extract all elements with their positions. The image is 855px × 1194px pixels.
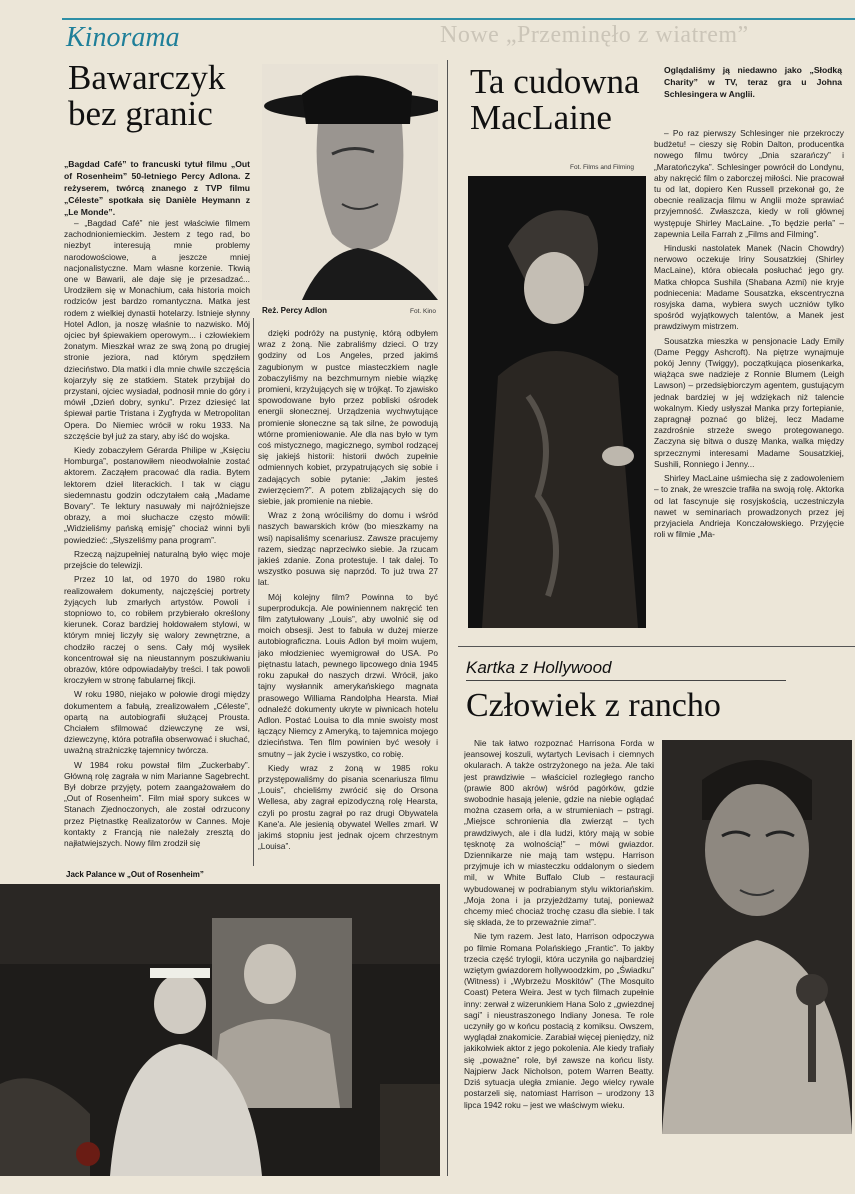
harrison-ford-photo [662, 740, 852, 1134]
paragraph: Nie tym razem. Jest lato, Harrison odpoczywa po filmie Romana Polańskiego „Frantic”. To jakby trzecia część trylogii, która uczyniła go najbardziej wziętym gwiazdorem hollywoodzkim, po „Świadku” (Witness) i „Wybrzeżu Moskitów” (The Mosquito Coast) Petera Weira. Jest w tych filmach zupełnie inny: zerwał z wizerunkiem Hana Solo z „gwiezdnej sagi” i nieustraszonego Indiany Jonesa. Te role uczyniły go w końcu postacią z komiksu. Owszem, wyglądał znakomicie. Zarabiał więcej pieniędzy, niż jakikolwiek aktor z jego pokolenia. Ale kiedy trafiały się „poważne” role, był zawsze na końcu listy. Najpierw Jack Nicholson, potem Warren Beatty. Dziś sytuacja uległa zmianie. Jego wielcy rywale postarzeli się, natomiast Harrison – urodzony 13 lipca 1942 roku – jest we właściwym wieku. [464, 931, 654, 1110]
article2-lede: Oglądaliśmy ją niedawno jako „Słodką Charity” w TV, teraz gra u Johna Schlesingera w Anglii. [664, 65, 842, 99]
paragraph: Sousatzka mieszka w pensjonacie Lady Emily (Dame Peggy Ashcroft). Na piętrze wynajmuje pokój Jenny (Twiggy), początkująca piosenkarka, wiążąca swe nadzieje z Ronnie Blumem (Leigh Lawson) – przedsiębiorczym agentem, gustującym jednak bardziej w jej wdziękach niż talencie wokalnym. Kiedy usłyszał Manka przy fortepianie, zapragnął poznać go bliżej, lecz Madame zazdrośnie strzeże swego protegowanego. Zaczyna się bitwa o duszę Manka, walka między sprzecznymi interesami Madame Sousatzkiej, Sushili, Ronniego i Jenny... [654, 335, 844, 469]
headline-line: bez granic [68, 94, 213, 133]
headline-line: Bawarczyk [68, 58, 226, 97]
article2-column [654, 128, 844, 640]
kicker-underline [466, 680, 786, 681]
paragraph: – „Bagdad Café” nie jest właściwie filmem zachodnioniemieckim. Jestem z tego rad, bo niezbyt interesują mnie problemy narodowościowe, a jeszcze mniej nacjonalistyczne. Mam własne korzenie. Tkwią one w Bawarii, ale daje się je przesadzać... Urodziłem się w Monachium, cała historia moich rodziców jest bardzo romantyczna. Matka jest rodem z wielkiej dynastii hotelarzy. Istnieje słynny Hotel Adlon, ja noszę właśnie to nazwisko. Mój ojciec był śpiewakiem operowym... i człowiekiem żonatym. Mieszkał wraz ze swą żoną po drugiej stronie jeziora, nad którym spędziłem dzieciństwo. Dla matki i dla mnie chwile szczęścia kojarzyły się ze statkiem. Statek przybijał do przystani, ojciec wysiadał, podnosił mnie do góry i mówił „Dzień dobry, synku”. Przez dziesięć lat śpiewał partie Tristana i Zygfryda w Metropolitan Opera. Do Niemiec wrócił w roku 1933. Na szczęście był już za stary, aby iść do wojska. [64, 218, 250, 441]
adlon-credit: Fot. Kino [410, 308, 437, 315]
section-divider [458, 646, 855, 647]
article1-column-2 [258, 328, 438, 860]
paragraph: Wraz z żoną wróciliśmy do domu i wśród naszych bawarskich krów (bo mieszkamy na wsi) napisaliśmy scenariusz. Zawsze pracujemy razem, siedząc naprzeciwko siebie. Ja rzucam jakieś zdanie. Zona protestuje. I tak dalej. To wszystko posuwa się naprzód. To już trwa 27 lat. [258, 510, 438, 588]
article3-column [464, 738, 654, 1130]
section-title: Kinorama [66, 22, 180, 53]
paragraph: Kiedy zobaczyłem Gérarda Philipe w „Księciu Homburga”, postanowiłem nieodwołalnie zostać aktorem. Zacząłem pracować dla radia. Bytem lektorem dzieł literackich. I tak w ciągu siedemnastu godzin odczytałem całą „Madame Bovary”. Te lektury nasuwały mi najróżniejsze obrazy, a moi słuchacze często mówili: „Widzieliśmy pańską emisję” chociaż winni byli powiedzieć: „Słyszeliśmy pana program”. [64, 445, 250, 545]
headline-line: Ta cudowna [470, 62, 640, 101]
paragraph: W roku 1980, niejako w połowie drogi między dokumentem a fabułą, zrealizowałem „Céleste”, opartą na autobiografii służącej Prousta. Chciałem sfilmować dziewczynę ze wsi, dziewczynę, która potrafiła obserwować i słuchać, uważną strażniczkę tajemnicy twórcza. [64, 689, 250, 756]
headline-line: MacLaine [470, 98, 612, 137]
jack-palance-still [0, 884, 440, 1176]
paragraph: Przez 10 lat, od 1970 do 1980 roku realizowałem dokumenty, najczęściej portrety żyjących lub zmarłych artystów. Powoli i stopniowo to, co robiłem przybierało określony kierunek. Coraz bardziej hołdowałem stylowi, w którym mniej liczyły się walory zewnętrzne, a chodziło raczej o sens. Cały mój wysiłek koncentrował się na nieustannym poszukiwaniu obrazów, które odpowiadałyby treści. I tak powoli kroczyłem w stronę fabularnej fikcji. [64, 574, 250, 686]
paragraph: – Po raz pierwszy Schlesinger nie przekroczy budżetu! – cieszy się Robin Dalton, producentka nowego filmu twórcy „Dnia szarańczy” i „Maratończyka”. Schlesinger powrócił do Londynu, aby nakręcić film o zaborczej miłości. Nie pracował tu od lat, dopiero Ken Russell przekonał go, że obecnie realizacja filmu w Anglii może sprawiać przyjemność. Zwłaszcza, kiedy w roli głównej występuje Shirley MacLaine. „To będzie perła” – zapewnia Leila Farrah z „Films and Filming”. [654, 128, 844, 239]
article1-column-1 [64, 218, 250, 860]
maclaine-credit: Fot. Films and Filming [570, 164, 634, 171]
article2-headline [470, 64, 640, 136]
paragraph: Kiedy wraz z żoną w 1985 roku przystępowaliśmy do pisania scenariusza filmu „Louis”, chcieliśmy zwrócić się do Orsona Wellesa, aby zagrał epizodyczną rolę Hearsta, czyli po prostu zagrał po raz drugi Obywatela Kane'a. Ale jesienią obywatel Welles zmarł. W jakimś stopniu jest jednak ojcem chrzestnym „Louisa”. [258, 762, 438, 852]
palance-caption: Jack Palance w „Out of Rosenheim” [66, 870, 204, 879]
column-divider [447, 60, 448, 1176]
paragraph: Nie tak łatwo rozpoznać Harrisona Forda w jeansowej koszuli, wytartych Levisach i ciemnych okularach. A także ostrzyżonego na jeża. Ale taki jest prawdziwie – właściciel rozległego rancho (prawie 800 akrów) wśród pagórków, gdzie swobodnie hasają jelenie, gdzie na niebie oglądać można czasem orła, a w strumieniach – pstrągi. „Miejsce schronienia dla zwierząt – tych prawdziwych, ale i dla ludzi, który mają w sobie tęsknotę za wolnością!” – mówi gwiazdor. Dziennikarze nie mają tam wstępu. Harrison przyjmuje ich w miasteczku oddalonym o siedem mil, w White Buffalo Club – restauracji wybudowanej w podrabianym stylu wiktoriańskim. „Moja żona i ja przyjeżdżamy tutaj, ponieważ chcemy mieć chociaż trochę czasu dla siebie. I tak się składa, że to przeważnie zima!”. [464, 738, 654, 928]
paragraph: W 1984 roku powstał film „Zuckerbaby”. Główną rolę zagrała w nim Marianne Sagebrecht. Był dobrze przyjęty, potem zaangażowałem do „Out of Rosenheim”. Film miał spory sukces w Stanach Zjednoczonych, ale został odrzucony przez Piętnastkę Realizatorów w Cannes. Moje kontakty z Francją nie należały zresztą do najłatwiejszych. Nowy film zrodził się [64, 759, 250, 848]
paragraph: Hinduski nastolatek Manek (Nacin Chowdry) nerwowo oczekuje Iriny Sousatzkiej (Shirley MacLaine), która obiecała posłuchać jego gry. Matka chłopca Sushila (Shabana Azmi) nie kryje podniecenia: Madame Sousatzka, ekscentryczna rosyjska dama, wybiera swych uczniów tylko spośród wyjątkowych talentów, a Manek jest prawdziwym mistrzem. [654, 243, 844, 332]
article1-headline [68, 60, 225, 132]
bleed-through-title: Nowe „Przeminęło z wiatrem” [440, 22, 749, 48]
percy-adlon-photo [262, 64, 438, 300]
paragraph: dzięki podróży na pustynię, którą odbyłem wraz z żoną. Nie zabraliśmy dzieci. O trzy godziny od Los Angeles, przed jakimś zagubionym w pustce miasteczkiem nagle zobaczyliśmy na bezchmurnym niebie wiązkę promieni, krzyżujących się w trójkąt. To zjawisko spowodowane było przez pobliski ośrodek energii słonecznej. Urządzenia wychwytujące promienie słoneczne są tak silne, że powodują wtórne promieniowanie. Ale dla nas było w tym coś mistycznego, magicznego, symbol rodzącej się jakiejś historii: historii dwóch zupełnie odmiennych kobiet, przypatrujących się sobie i zadających sobie pytanie: „Jakim jesteś zwierzęciem?”. A potem zbliżających się do siebie, jak promienie na niebie. [258, 328, 438, 507]
paragraph: Mój kolejny film? Powinna to być superprodukcja. Ale powiniennem nakręcić ten film zatytułowany „Louis”, aby uwolnić się od moich obsesji. Jest to fabuła w dużej mierze autobiograficzna. Louis Adlon był moim wujem, jako młodzieniec wyemigrował do USA. Po piętnastu latach, pewnego lipcowego dnia 1945 roku zapukał do naszych drzwi. Wrócił, jako tajny wysłannik amerykańskiego magnata prasowego Williama Randolpha Hearsta. Miał odnaleźć dokumenty ukryte w piwnicach hotelu Adlon. Postać Louisa to dla mnie swoisty most łączący Niemcy z Ameryką, to tajemnica mojego dzieciństwa. Ten film powinien być wesoły i smutny – jak życie i wszystko, co robię. [258, 591, 438, 759]
article3-kicker: Kartka z Hollywood [466, 658, 612, 677]
adlon-caption: Reż. Percy Adlon [262, 306, 328, 315]
article1-lede: „Bagdad Café” to francuski tytuł filmu „Out of Rosenheim” 50-letniego Percy Adlona. Z reżyserem, twórcą znanego z TVP filmu „Céleste” spotkała się Danièle Heymann z „Le Monde”. [64, 159, 250, 217]
paragraph: Rzeczą najzupełniej naturalną było więc moje przejście do telewizji. [64, 548, 250, 571]
shirley-maclaine-photo [468, 176, 646, 628]
article3-headline: Człowiek z rancho [466, 687, 721, 724]
paragraph: Shirley MacLaine uśmiecha się z zadowoleniem – to znak, że wreszcie trafiła na swoją rolę. Aktorka od lat fascynuje się rosyjskością, uczestniczyła nawet w seminariach prowadzonych przez jej przyjaciela Andrieja Konczałowskiego. Przyjęcie roli w filmie „Ma- [654, 473, 844, 540]
column-divider-small [253, 318, 254, 866]
top-rule [62, 18, 855, 20]
